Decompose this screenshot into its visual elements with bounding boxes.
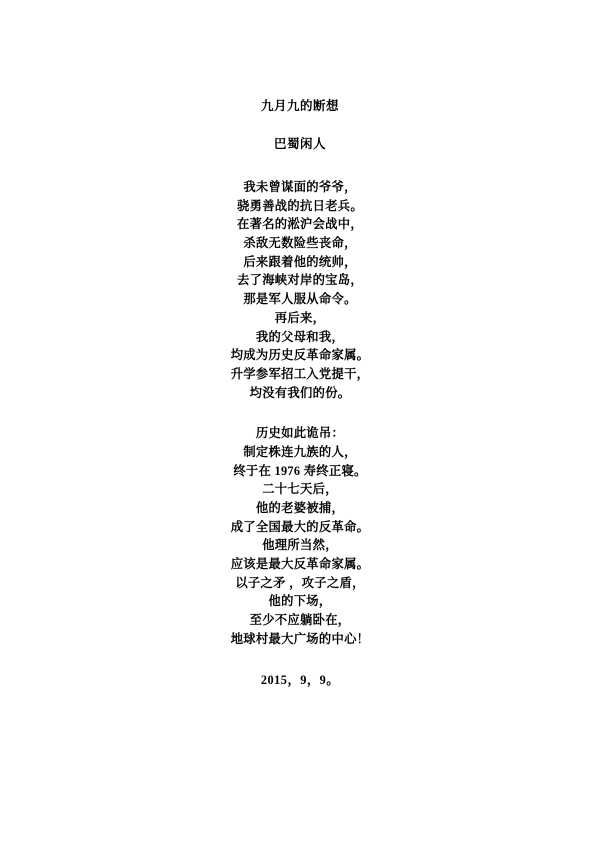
verse-line: 升学参军招工入党提干， <box>230 366 370 381</box>
verse-line: 至少不应躺卧在， <box>249 613 351 628</box>
verse-line: 以子之矛 ，攻子之盾， <box>235 575 365 590</box>
verse-line: 制定株连九族的人， <box>243 444 357 459</box>
page-title: 九月九的断想 <box>260 99 339 113</box>
verse-line: 历史如此诡吊： <box>255 426 345 441</box>
verse-line: 再后来， <box>274 310 326 325</box>
verse-line: 骁勇善战的抗日老兵。 <box>237 198 363 213</box>
verse-line: 在著名的淞沪会战中， <box>237 217 363 232</box>
verse-line: 二十七天后， <box>262 482 338 497</box>
verse-line: 应该是最大反革命家属。 <box>230 557 370 572</box>
stanza-2 <box>0 424 600 648</box>
verse-line: 成了全国最大的反革命。 <box>230 519 370 534</box>
verse-line: 那是军人服从命令。 <box>243 292 357 307</box>
verse-line: 他理所当然， <box>262 538 338 553</box>
verse-line: 地球村最大广场的中心！ <box>230 631 370 646</box>
verse-line: 杀敌无数险些丧命， <box>243 236 357 251</box>
document-date: 2015，9，9。 <box>260 672 340 687</box>
stanza-1 <box>0 178 600 402</box>
verse-line: 终于在 1976 寿终正寝。 <box>233 463 367 478</box>
verse-line: 去了海峡对岸的宝岛， <box>237 273 363 288</box>
verse-line: 我的父母和我， <box>255 329 345 344</box>
verse-line: 均成为历史反革命家属。 <box>230 348 370 363</box>
verse-line: 他的老婆被捕， <box>255 501 345 515</box>
verse-line: 他的下场， <box>268 594 332 609</box>
verse-line: 均没有我们的份。 <box>249 385 351 400</box>
verse-line: 我未曾谋面的爷爷， <box>243 180 357 194</box>
author-name: 巴蜀闲人 <box>273 137 326 151</box>
verse-line: 后来跟着他的统帅， <box>243 254 357 269</box>
